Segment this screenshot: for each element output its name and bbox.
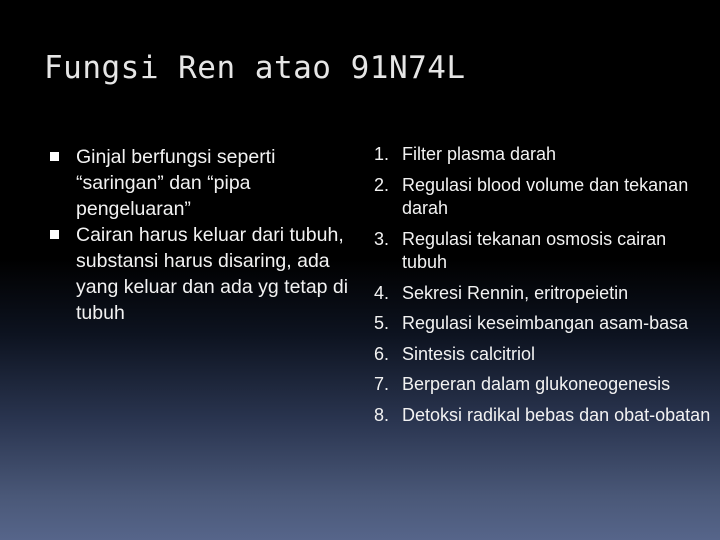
item-text: Filter plasma darah (402, 144, 557, 164)
item-number: 2. (374, 174, 390, 195)
item-text: Sintesis calcitriol (402, 343, 536, 364)
item-number: 6. (374, 343, 390, 364)
list-item (374, 228, 714, 275)
list-item (374, 373, 714, 397)
bullet-text: Ginjal berfungsi seperti “saringan” dan “pipa pengeluaran” (76, 146, 276, 220)
list-item (374, 312, 714, 336)
function-numbered-list (374, 143, 714, 434)
list-item (374, 174, 714, 221)
item-text: Regulasi keseimbangan asam-basa (402, 313, 689, 333)
item-text: Regulasi tekanan osmosis cairan tubuh (402, 228, 667, 272)
item-number: 8. (374, 404, 390, 425)
item-number: 7. (374, 374, 390, 394)
item-number: 1. (374, 144, 390, 164)
item-text: Berperan dalam glukoneogenesis (402, 374, 671, 394)
list-item (374, 143, 714, 167)
item-text: Detoksi radikal bebas dan obat-obatan (402, 404, 711, 425)
item-number: 5. (374, 313, 390, 333)
square-bullet-icon (50, 152, 59, 161)
slide-title: Fungsi Ren atao 91N74L (44, 50, 466, 86)
list-item (374, 343, 714, 367)
item-text: Sekresi Rennin, eritropeietin (402, 282, 629, 303)
bullet-item (50, 144, 350, 222)
left-bullet-list (50, 144, 350, 326)
item-text: Regulasi blood volume dan tekanan darah (402, 174, 689, 218)
item-number: 4. (374, 282, 390, 303)
list-item (374, 282, 714, 306)
list-item (374, 404, 714, 428)
item-number: 3. (374, 228, 390, 249)
bullet-text: Cairan harus keluar dari tubuh, substansi harus disaring, ada yang keluar dan ada yg tetap di tubuh (76, 224, 349, 324)
bullet-item (50, 222, 350, 326)
square-bullet-icon (50, 230, 59, 239)
